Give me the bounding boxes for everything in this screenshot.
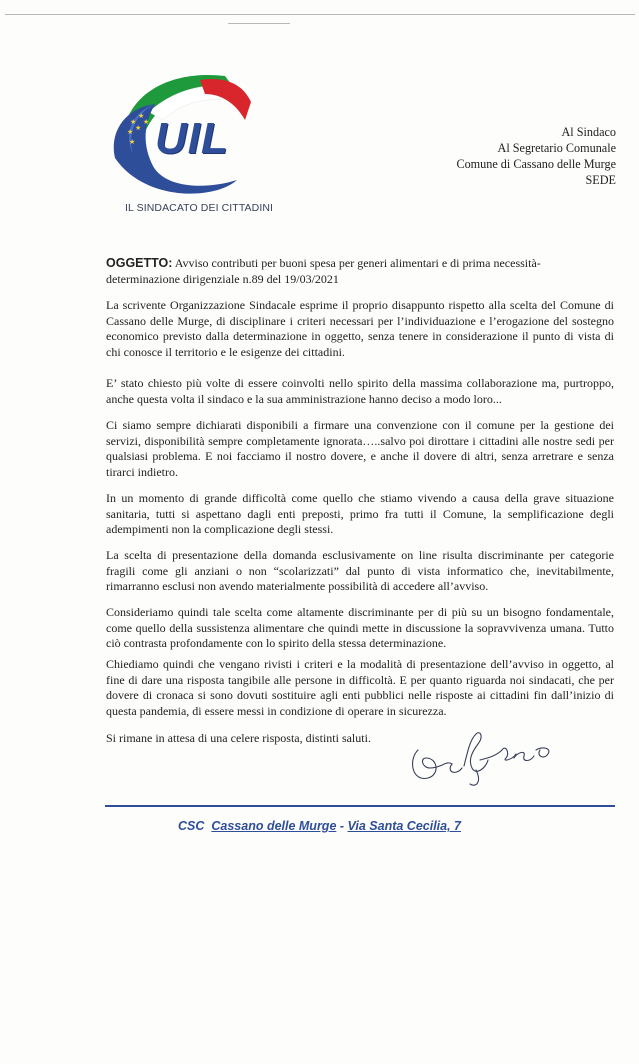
footer-separator: - xyxy=(336,819,348,833)
logo-text: UIL xyxy=(155,114,229,163)
footer-street: Via Santa Cecilia, 7 xyxy=(347,819,461,833)
subject-label: OGGETTO: xyxy=(106,256,173,270)
svg-text:★: ★ xyxy=(138,112,145,120)
scan-artifact-line xyxy=(228,23,290,24)
body-paragraph: Consideriamo quindi tale scelta come altamente discriminante per di più su un bisogno fondamentale, come quello della sussistenza alimentare che quindi mette in discussione la sopravvivenza umana. Tutto ciò contrasta profondamente con lo spirito della stessa determinazione. xyxy=(106,605,614,651)
footer-place: Cassano delle Murge xyxy=(211,819,337,833)
recipient-line: SEDE xyxy=(585,173,616,187)
closing-line: Si rimane in attesa di una celere risposta, distinti saluti. xyxy=(106,731,371,745)
footer-prefix: CSC xyxy=(178,819,205,833)
subject-block xyxy=(106,255,616,287)
subject-line-2: determinazione dirigenziale n.89 del 19/03/2021 xyxy=(106,272,339,286)
recipient-line: Al Segretario Comunale xyxy=(497,141,616,155)
uil-logo xyxy=(105,62,270,222)
svg-text:★: ★ xyxy=(127,128,134,136)
body-paragraph: Chiediamo quindi che vengano rivisti i criteri e la modalità di presentazione dell’avviso in oggetto, al fine di dare una risposta tangibile alle persone in difficoltà. E per quanto riguarda noi sindacati, che per dovere di cronaca si sono dovuti sostituire agli enti pubblici nelle risposte ai cittadini fin dall’inizio di questa pandemia, di essere messi in condizione di operare in sicurezza. xyxy=(106,657,614,718)
body-paragraph: Ci siamo sempre dichiarati disponibili a firmare una convenzione con il comune per la gestione dei servizi, disponibilità sempre completamente ignorata…..salvo poi dirottare i cittadini alle nostre sedi per qualsiasi problema. E noi facciamo il nostro dovere, e anche il dovere di altri, senza arretrare e senza tirarci indietro. xyxy=(106,418,614,479)
scan-artifact-line xyxy=(5,14,635,15)
svg-text:★: ★ xyxy=(130,118,137,126)
recipient-line: Al Sindaco xyxy=(561,125,616,139)
subject-line-1: Avviso contributi per buoni spesa per generi alimentari e di prima necessità- xyxy=(174,256,541,270)
body-paragraph: La scrivente Organizzazione Sindacale esprime il proprio disappunto rispetto alla scelta del Comune di Cassano delle Murge, di disciplinare i criteri necessari per l’individuazione e l’erogazione del sostegno economico previsto dalla determinazione in oggetto, senza tenere in considerazione il punto di vista di chi conosce il territorio e le esigenze dei cittadini. xyxy=(106,298,614,359)
svg-text:★: ★ xyxy=(135,124,142,132)
footer-address xyxy=(0,819,639,833)
handwritten-signature xyxy=(406,720,566,790)
svg-text:★: ★ xyxy=(143,118,150,126)
recipient-line: Comune di Cassano delle Murge xyxy=(456,157,616,171)
body-paragraph: In un momento di grande difficoltà come quello che stiamo vivendo a causa della grave situazione sanitaria, tutti si aspettano dagli enti preposti, primo fra tutti il Comune, la semplificazione degli adempimenti non la complicazione degli stessi. xyxy=(106,491,614,537)
recipient-block xyxy=(356,124,616,188)
logo-tagline: IL SINDACATO DEI CITTADINI xyxy=(125,202,274,214)
svg-text:★: ★ xyxy=(129,138,136,146)
body-paragraph: La scelta di presentazione della domanda esclusivamente on line risulta discriminante per categorie fragili come gli anziani o non “scolarizzati” dal punto di vista informatico che, inevitabilmente, rimarranno esclusi non avendo materialmente possibilità di accedere all’avviso. xyxy=(106,548,614,594)
footer-divider xyxy=(105,805,615,807)
body-paragraph: E’ stato chiesto più volte di essere coinvolti nello spirito della massima collaborazione ma, purtroppo, anche questa volta il sindaco e la sua amministrazione hanno deciso a modo loro... xyxy=(106,376,614,406)
